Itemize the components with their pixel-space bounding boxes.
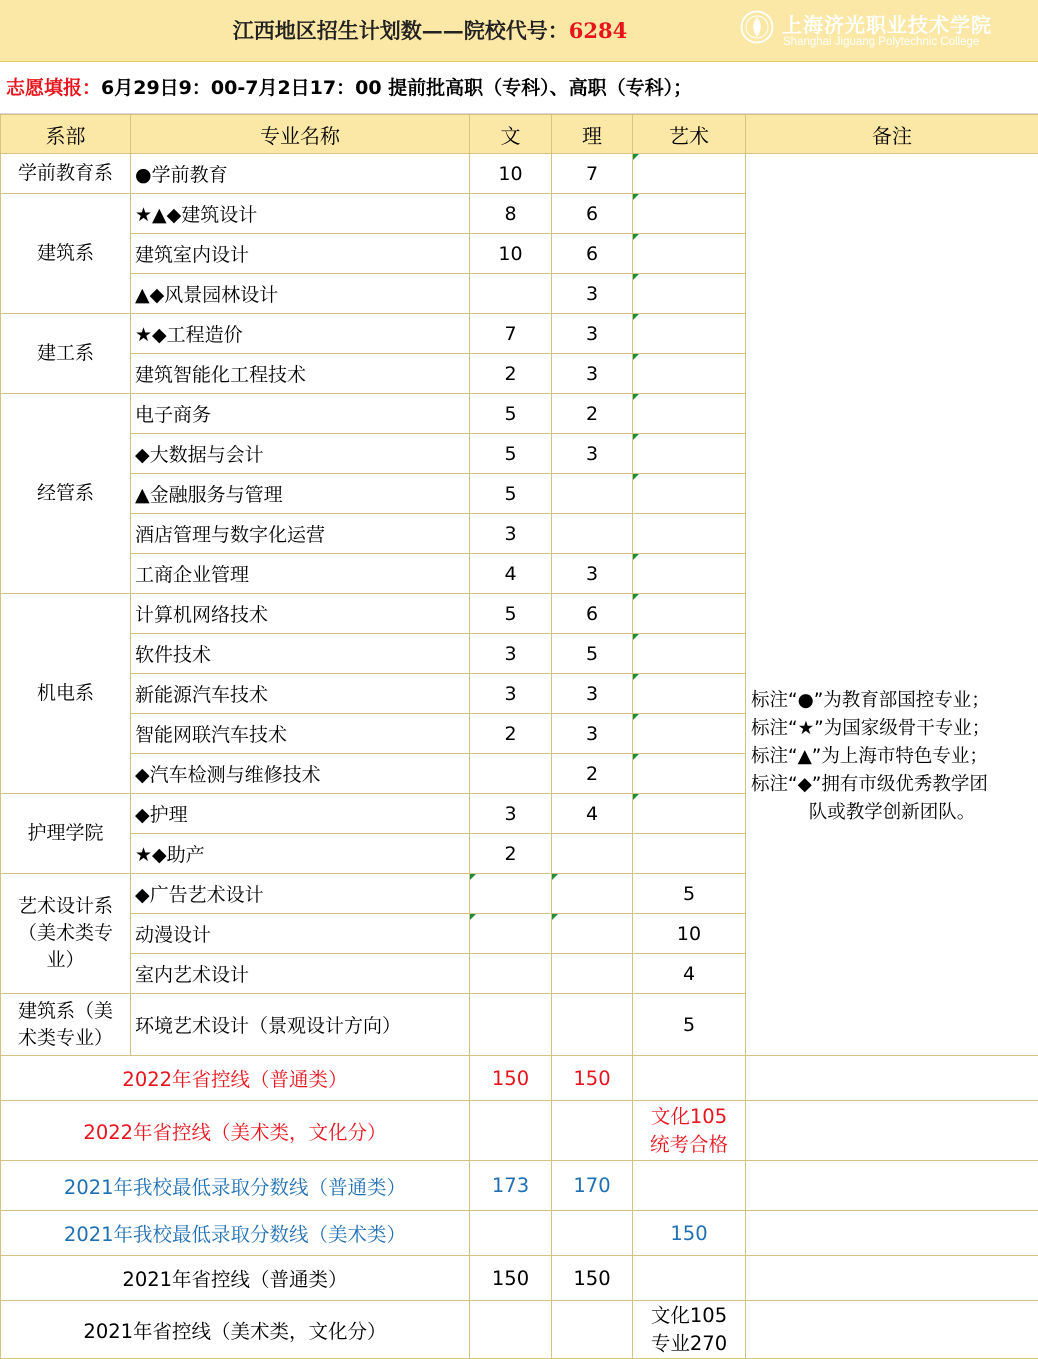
wen-cell: 10 [470, 234, 552, 274]
wen-cell: 5 [470, 434, 552, 474]
summary-art: 文化105 专业270 [633, 1301, 746, 1359]
summary-label: 2021年省控线（普通类） [1, 1256, 470, 1301]
major-cell: 软件技术 [131, 634, 470, 674]
remark-line: 队或教学创新团队。 [746, 799, 1038, 827]
remark-line: 标注“◆”拥有市级优秀教学团 [746, 771, 1038, 799]
li-cell [552, 914, 633, 954]
wen-cell [470, 274, 552, 314]
summary-wen: 173 [470, 1161, 552, 1211]
wen-cell: 3 [470, 634, 552, 674]
table-row [1, 154, 1038, 194]
summary-art: 150 [633, 1211, 746, 1256]
column-header-li: 理 [552, 115, 633, 154]
school-name-en: Shanghai Jiguang Polytechnic College [783, 36, 979, 48]
summary-row [1, 1256, 1038, 1301]
art-cell [633, 354, 746, 394]
column-header-wen: 文 [470, 115, 552, 154]
li-cell: 2 [552, 394, 633, 434]
li-cell: 6 [552, 234, 633, 274]
art-cell: 4 [633, 954, 746, 994]
major-cell: 室内艺术设计 [131, 954, 470, 994]
summary-label: 2021年我校最低录取分数线（美术类） [1, 1211, 470, 1256]
art-cell [633, 314, 746, 354]
li-cell [552, 834, 633, 874]
li-cell [552, 954, 633, 994]
wen-cell: 3 [470, 514, 552, 554]
li-cell: 7 [552, 154, 633, 194]
summary-label: 2022年省控线（美术类，文化分） [1, 1101, 470, 1161]
dept-cell: 经管系 [1, 394, 131, 594]
summary-row [1, 1211, 1038, 1256]
wen-cell: 2 [470, 834, 552, 874]
wen-cell: 2 [470, 714, 552, 754]
art-cell [633, 714, 746, 754]
school-logo [736, 6, 1036, 56]
column-header-dept: 系部 [1, 115, 131, 154]
art-cell [633, 754, 746, 794]
li-cell: 6 [552, 194, 633, 234]
remarks-cell [746, 154, 1038, 1056]
major-cell: 建筑室内设计 [131, 234, 470, 274]
major-cell: 工商企业管理 [131, 554, 470, 594]
remark-line: 标注“●”为教育部国控专业； [746, 687, 1038, 715]
summary-wen: 150 [470, 1056, 552, 1101]
wen-cell: 3 [470, 794, 552, 834]
art-cell [633, 394, 746, 434]
major-cell: 智能网联汽车技术 [131, 714, 470, 754]
li-cell [552, 474, 633, 514]
major-cell: 新能源汽车技术 [131, 674, 470, 714]
li-cell [552, 874, 633, 914]
summary-li: 150 [552, 1056, 633, 1101]
major-cell: ▲金融服务与管理 [131, 474, 470, 514]
art-cell [633, 194, 746, 234]
wen-cell: 3 [470, 674, 552, 714]
li-cell: 3 [552, 354, 633, 394]
li-cell: 2 [552, 754, 633, 794]
summary-label: 2021年我校最低录取分数线（普通类） [1, 1161, 470, 1211]
wen-cell: 10 [470, 154, 552, 194]
summary-art: 文化105 统考合格 [633, 1101, 746, 1161]
remark-line: 标注“★”为国家级骨干专业； [746, 715, 1038, 743]
wen-cell [470, 954, 552, 994]
notice-text: 6月29日9：00-7月2日17：00 提前批高职（专科）、高职（专科）； [101, 77, 692, 99]
major-cell: ●学前教育 [131, 154, 470, 194]
major-cell: 酒店管理与数字化运营 [131, 514, 470, 554]
summary-art [633, 1256, 746, 1301]
dept-cell: 建工系 [1, 314, 131, 394]
art-cell [633, 554, 746, 594]
wen-cell: 8 [470, 194, 552, 234]
wen-cell: 4 [470, 554, 552, 594]
art-cell [633, 514, 746, 554]
remark-line: 标注“▲”为上海市特色专业； [746, 743, 1038, 771]
page-title: 江西地区招生计划数——院校代号：6284 [0, 0, 860, 62]
wen-cell: 7 [470, 314, 552, 354]
dept-cell: 建筑系（美 术类专业） [1, 994, 131, 1056]
school-code: 6284 [569, 18, 627, 43]
major-cell: 电子商务 [131, 394, 470, 434]
summary-li: 150 [552, 1256, 633, 1301]
major-cell: ◆护理 [131, 794, 470, 834]
summary-label: 2021年省控线（美术类，文化分） [1, 1301, 470, 1359]
notice-label: 志愿填报： [6, 77, 101, 99]
art-cell [633, 474, 746, 514]
summary-wen [470, 1211, 552, 1256]
summary-wen [470, 1301, 552, 1359]
major-cell: ◆汽车检测与维修技术 [131, 754, 470, 794]
li-cell: 3 [552, 434, 633, 474]
summary-art [633, 1161, 746, 1211]
major-cell: ▲◆风景园林设计 [131, 274, 470, 314]
major-cell: 建筑智能化工程技术 [131, 354, 470, 394]
wen-cell: 5 [470, 474, 552, 514]
li-cell: 3 [552, 674, 633, 714]
art-cell [633, 834, 746, 874]
summary-wen [470, 1101, 552, 1161]
li-cell: 3 [552, 274, 633, 314]
summary-li [552, 1101, 633, 1161]
summary-row [1, 1056, 1038, 1101]
school-emblem-icon [740, 10, 774, 44]
summary-li: 170 [552, 1161, 633, 1211]
dept-cell: 学前教育系 [1, 154, 131, 194]
table-header-row [1, 115, 1038, 154]
art-cell [633, 594, 746, 634]
li-cell: 3 [552, 554, 633, 594]
li-cell: 6 [552, 594, 633, 634]
major-cell: ★◆助产 [131, 834, 470, 874]
art-cell [633, 434, 746, 474]
major-cell: 环境艺术设计（景观设计方向） [131, 994, 470, 1056]
enrollment-table [0, 114, 1038, 1359]
header-bar [0, 0, 1038, 62]
art-cell [633, 634, 746, 674]
li-cell: 4 [552, 794, 633, 834]
li-cell [552, 994, 633, 1056]
major-cell: 动漫设计 [131, 914, 470, 954]
wen-cell [470, 874, 552, 914]
wen-cell: 5 [470, 594, 552, 634]
art-cell [633, 274, 746, 314]
major-cell: ◆大数据与会计 [131, 434, 470, 474]
wen-cell [470, 754, 552, 794]
dept-cell: 建筑系 [1, 194, 131, 314]
summary-label: 2022年省控线（普通类） [1, 1056, 470, 1101]
art-cell: 5 [633, 994, 746, 1056]
dept-cell: 艺术设计系 （美术类专 业） [1, 874, 131, 994]
li-cell [552, 514, 633, 554]
major-cell: 计算机网络技术 [131, 594, 470, 634]
summary-li [552, 1211, 633, 1256]
summary-row [1, 1301, 1038, 1359]
summary-li [552, 1301, 633, 1359]
summary-row [1, 1101, 1038, 1161]
art-cell [633, 154, 746, 194]
major-cell: ★◆工程造价 [131, 314, 470, 354]
wen-cell [470, 994, 552, 1056]
art-cell [633, 234, 746, 274]
wen-cell: 2 [470, 354, 552, 394]
column-header-art: 艺术 [633, 115, 746, 154]
school-name-cn: 上海济光职业技术学院 [782, 9, 992, 38]
art-cell [633, 674, 746, 714]
art-cell: 10 [633, 914, 746, 954]
application-period-notice [0, 62, 1038, 114]
column-header-note: 备注 [746, 115, 1038, 154]
dept-cell: 护理学院 [1, 794, 131, 874]
dept-cell: 机电系 [1, 594, 131, 794]
li-cell: 3 [552, 314, 633, 354]
wen-cell [470, 914, 552, 954]
li-cell: 5 [552, 634, 633, 674]
wen-cell: 5 [470, 394, 552, 434]
li-cell: 3 [552, 714, 633, 754]
summary-row [1, 1161, 1038, 1211]
art-cell: 5 [633, 874, 746, 914]
summary-wen: 150 [470, 1256, 552, 1301]
art-cell [633, 794, 746, 834]
column-header-major: 专业名称 [131, 115, 470, 154]
major-cell: ◆广告艺术设计 [131, 874, 470, 914]
summary-art [633, 1056, 746, 1101]
major-cell: ★▲◆建筑设计 [131, 194, 470, 234]
